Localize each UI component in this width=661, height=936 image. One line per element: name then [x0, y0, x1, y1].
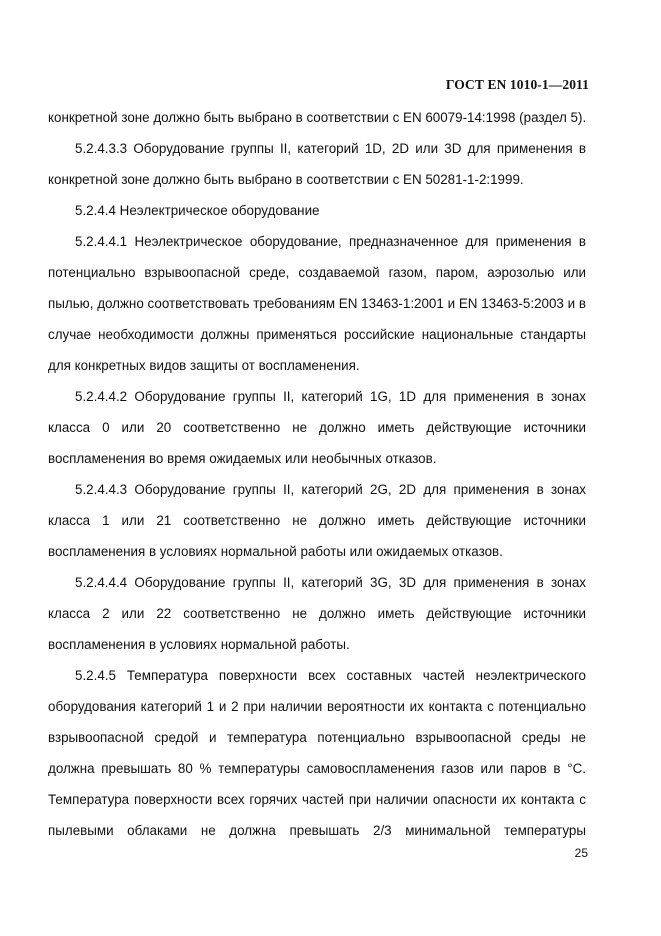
text-line: случае необходимости должны применяться российские национальные стандарты: [48, 327, 586, 342]
text-line: 5.2.4.4.4 Оборудование группы II, категорий 3G, 3D для применения в зонах: [75, 575, 586, 590]
text-line: взрывоопасной средой и температура потенциально взрывоопасной среды не: [48, 730, 586, 745]
text-line: потенциально взрывоопасной среде, создаваемой газом, паром, аэрозолью или: [48, 265, 586, 280]
standard-header: ГОСТ EN 1010-1—2011: [445, 77, 589, 92]
text-line: оборудования категорий 1 и 2 при наличии вероятности их контакта с потенциально: [48, 699, 586, 714]
text-line: 5.2.4.3.3 Оборудование группы II, категорий 1D, 2D или 3D для применения в: [75, 141, 586, 156]
text-line: пылью, должно соответствовать требованиям EN 13463-1:2001 и EN 13463-5:2003 и в: [48, 296, 586, 311]
text-line: класса 0 или 20 соответственно не должно иметь действующие источники: [48, 420, 586, 435]
text-line: конкретной зоне должно быть выбрано в соответствии с EN 60079-14:1998 (раздел 5).: [48, 110, 587, 125]
text-line: 5.2.4.5 Температура поверхности всех составных частей неэлектрического: [75, 668, 586, 683]
text-line: 5.2.4.4.1 Неэлектрическое оборудование, предназначенное для применения в: [75, 234, 586, 249]
text-line: конкретной зоне должно быть выбрано в соответствии с EN 50281-1-2:1999.: [48, 172, 524, 187]
body-text: [48, 102, 586, 846]
text-line: воспламенения во время ожидаемых или необычных отказов.: [48, 451, 437, 466]
section-heading: 5.2.4.4 Неэлектрическое оборудование: [75, 203, 320, 218]
page-number: 25: [574, 846, 588, 860]
text-line: Температура поверхности всех горячих частей при наличии опасности их контакта с: [48, 792, 586, 807]
text-line: пылевыми облаками не должна превышать 2/3 минимальной температуры: [48, 823, 586, 838]
text-line: воспламенения в условиях нормальной работы.: [48, 637, 350, 652]
text-line: 5.2.4.4.3 Оборудование группы II, категорий 2G, 2D для применения в зонах: [75, 482, 586, 497]
text-line: 5.2.4.4.2 Оборудование группы II, категорий 1G, 1D для применения в зонах: [75, 389, 586, 404]
text-line: класса 1 или 21 соответственно не должно иметь действующие источники: [48, 513, 586, 528]
text-line: должна превышать 80 % температуры самовоспламенения газов или паров в °С.: [48, 761, 586, 776]
text-line: класса 2 или 22 соответственно не должно иметь действующие источники: [48, 606, 586, 621]
text-line: воспламенения в условиях нормальной работы или ожидаемых отказов.: [48, 544, 503, 559]
text-line: для конкретных видов защиты от воспламенения.: [48, 358, 360, 373]
